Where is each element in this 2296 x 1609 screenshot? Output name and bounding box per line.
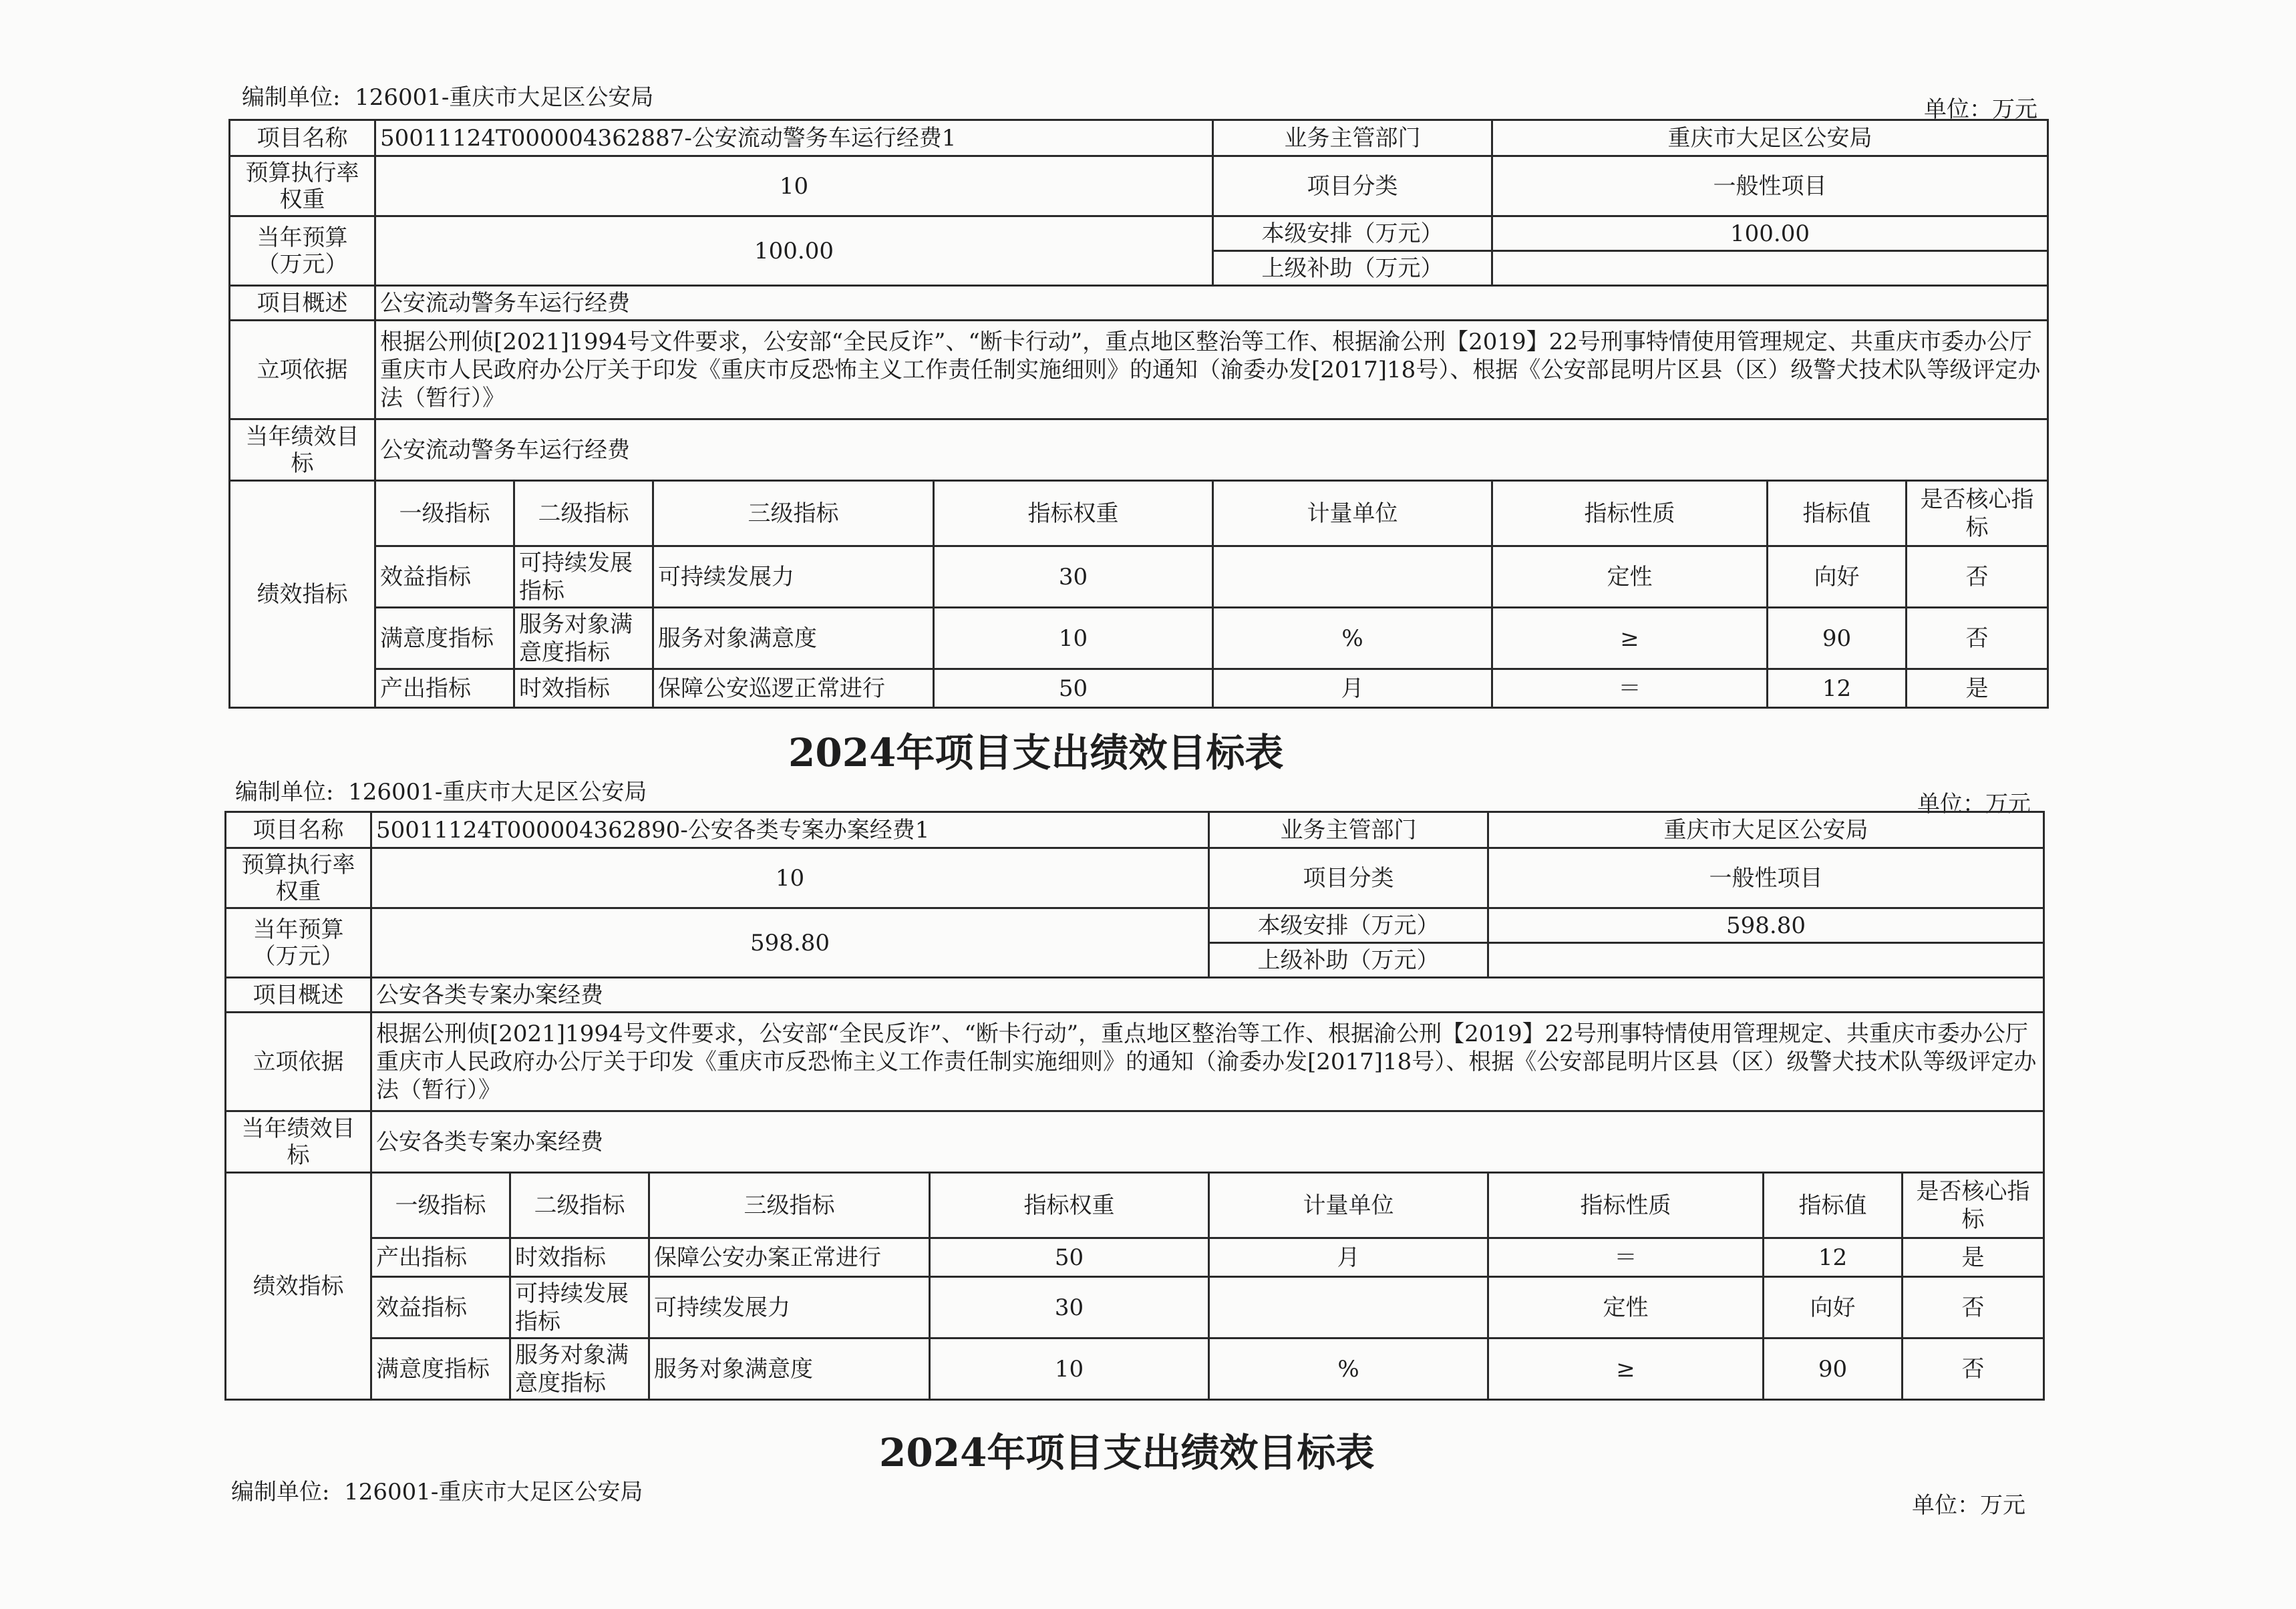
- table-row: [230, 546, 2048, 608]
- goal-label: 当年绩效目标: [226, 1111, 371, 1173]
- indicator-nature: ＝: [1488, 1238, 1764, 1277]
- category-label: 项目分类: [1209, 848, 1488, 908]
- upper-value: [1492, 251, 2048, 286]
- header-l2: 二级指标: [514, 481, 653, 546]
- category-value: 一般性项目: [1492, 156, 2048, 216]
- indicator-unit: [1213, 546, 1492, 608]
- indicator-l2: 服务对象满意度指标: [510, 1338, 649, 1400]
- local-value: 100.00: [1492, 216, 2048, 251]
- unit-label-3: 单位：万元: [1912, 1492, 2025, 1519]
- perf-label: 绩效指标: [226, 1173, 371, 1400]
- page-title-1: 2024年项目支出绩效目标表: [788, 730, 1284, 775]
- indicator-weight: 50: [934, 669, 1213, 708]
- header-weight: 指标权重: [930, 1173, 1209, 1238]
- basis-value: 根据公刑侦[2021]1994号文件要求，公安部“全民反诈”、“断卡行动”，重点地区整治等工作、根据渝公刑【2019】22号刑事特情使用管理规定、共重庆市委办公厅重庆市人民政府办公厅关于印发《重庆市反恐怖主义工作责任制实施细则》的通知（渝委办发[2017]18号）、根据《公安部昆明片区县（区）级警犬技术队等级评定办法（暂行）》: [371, 1013, 2044, 1111]
- unit-label-2: 单位：万元: [1917, 791, 2031, 818]
- summary-value: 公安流动警务车运行经费: [375, 286, 2048, 321]
- budget-value: 100.00: [375, 216, 1213, 286]
- summary-value: 公安各类专案办案经费: [371, 978, 2044, 1013]
- category-value: 一般性项目: [1488, 848, 2044, 908]
- upper-label: 上级补助（万元）: [1209, 943, 1488, 978]
- indicator-unit: %: [1209, 1338, 1488, 1400]
- indicator-l3: 保障公安办案正常进行: [649, 1238, 930, 1277]
- indicator-l2: 服务对象满意度指标: [514, 608, 653, 669]
- summary-label: 项目概述: [230, 286, 375, 321]
- indicator-value: 90: [1764, 1338, 1903, 1400]
- indicator-l2: 可持续发展指标: [510, 1277, 649, 1338]
- indicator-unit: %: [1213, 608, 1492, 669]
- indicator-l1: 效益指标: [371, 1277, 510, 1338]
- indicator-nature: ≥: [1492, 608, 1768, 669]
- header-unit: 计量单位: [1209, 1173, 1488, 1238]
- header-l2: 二级指标: [510, 1173, 649, 1238]
- local-label: 本级安排（万元）: [1209, 908, 1488, 943]
- table-row: [226, 1238, 2044, 1277]
- indicator-value: 向好: [1768, 546, 1907, 608]
- indicator-weight: 30: [934, 546, 1213, 608]
- indicator-unit: [1209, 1277, 1488, 1338]
- indicator-unit: 月: [1209, 1238, 1488, 1277]
- indicator-weight: 10: [930, 1338, 1209, 1400]
- indicator-core: 是: [1903, 1238, 2044, 1277]
- dept-label: 业务主管部门: [1213, 120, 1492, 156]
- header-core: 是否核心指标: [1903, 1173, 2044, 1238]
- org-prefix: 编制单位:: [242, 84, 341, 111]
- budget-value: 598.80: [371, 908, 1209, 978]
- upper-value: [1488, 943, 2044, 978]
- header-l1: 一级指标: [375, 481, 514, 546]
- dept-value: 重庆市大足区公安局: [1488, 812, 2044, 848]
- indicator-value: 12: [1768, 669, 1907, 708]
- header-l1: 一级指标: [371, 1173, 510, 1238]
- table-row: [226, 1338, 2044, 1400]
- org-value: 126001-重庆市大足区公安局: [344, 1479, 643, 1505]
- header-unit: 计量单位: [1213, 481, 1492, 546]
- indicator-l3: 服务对象满意度: [653, 608, 934, 669]
- indicator-core: 否: [1907, 608, 2048, 669]
- project-name-value: 50011124T000004362887-公安流动警务车运行经费1: [375, 120, 1213, 156]
- budget-label: 当年预算（万元）: [230, 216, 375, 286]
- org-line-1: [242, 79, 653, 112]
- summary-label: 项目概述: [226, 978, 371, 1013]
- exec-weight-value: 10: [375, 156, 1213, 216]
- budget-label: 当年预算（万元）: [226, 908, 371, 978]
- header-l3: 三级指标: [649, 1173, 930, 1238]
- upper-label: 上级补助（万元）: [1213, 251, 1492, 286]
- org-line-3: [231, 1473, 643, 1506]
- indicator-nature: ＝: [1492, 669, 1768, 708]
- indicator-core: 是: [1907, 669, 2048, 708]
- header-value: 指标值: [1764, 1173, 1903, 1238]
- indicator-l3: 可持续发展力: [653, 546, 934, 608]
- perf-label: 绩效指标: [230, 481, 375, 708]
- indicator-l1: 满意度指标: [375, 608, 514, 669]
- basis-value: 根据公刑侦[2021]1994号文件要求，公安部“全民反诈”、“断卡行动”，重点地区整治等工作、根据渝公刑【2019】22号刑事特情使用管理规定、共重庆市委办公厅重庆市人民政府办公厅关于印发《重庆市反恐怖主义工作责任制实施细则》的通知（渝委办发[2017]18号）、根据《公安部昆明片区县（区）级警犬技术队等级评定办法（暂行）》: [375, 321, 2048, 419]
- unit-label-1: 单位：万元: [1924, 96, 2037, 123]
- exec-weight-value: 10: [371, 848, 1209, 908]
- header-l3: 三级指标: [653, 481, 934, 546]
- indicator-value: 向好: [1764, 1277, 1903, 1338]
- project-name-label: 项目名称: [230, 120, 375, 156]
- indicator-nature: ≥: [1488, 1338, 1764, 1400]
- org-line-2: [235, 773, 647, 806]
- basis-label: 立项依据: [226, 1013, 371, 1111]
- project-name-label: 项目名称: [226, 812, 371, 848]
- indicator-core: 否: [1907, 546, 2048, 608]
- header-nature: 指标性质: [1488, 1173, 1764, 1238]
- indicator-core: 否: [1903, 1277, 2044, 1338]
- indicator-l2: 可持续发展指标: [514, 546, 653, 608]
- header-weight: 指标权重: [934, 481, 1213, 546]
- header-nature: 指标性质: [1492, 481, 1768, 546]
- local-value: 598.80: [1488, 908, 2044, 943]
- org-value: 126001-重庆市大足区公安局: [348, 779, 647, 806]
- local-label: 本级安排（万元）: [1213, 216, 1492, 251]
- goal-label: 当年绩效目标: [230, 419, 375, 481]
- indicator-weight: 50: [930, 1238, 1209, 1277]
- exec-weight-label: 预算执行率权重: [226, 848, 371, 908]
- indicator-l1: 满意度指标: [371, 1338, 510, 1400]
- indicator-value: 12: [1764, 1238, 1903, 1277]
- indicator-l3: 可持续发展力: [649, 1277, 930, 1338]
- indicator-l3: 服务对象满意度: [649, 1338, 930, 1400]
- table-row: [230, 608, 2048, 669]
- indicator-l2: 时效指标: [510, 1238, 649, 1277]
- performance-table-2: [224, 811, 2045, 1401]
- category-label: 项目分类: [1213, 156, 1492, 216]
- header-core: 是否核心指标: [1907, 481, 2048, 546]
- indicator-core: 否: [1903, 1338, 2044, 1400]
- basis-label: 立项依据: [230, 321, 375, 419]
- project-name-value: 50011124T000004362890-公安各类专案办案经费1: [371, 812, 1209, 848]
- exec-weight-label: 预算执行率权重: [230, 156, 375, 216]
- indicator-nature: 定性: [1488, 1277, 1764, 1338]
- dept-value: 重庆市大足区公安局: [1492, 120, 2048, 156]
- table-row: [230, 669, 2048, 708]
- indicator-weight: 30: [930, 1277, 1209, 1338]
- goal-value: 公安各类专案办案经费: [371, 1111, 2044, 1173]
- org-prefix: 编制单位:: [235, 779, 334, 806]
- indicator-l1: 产出指标: [371, 1238, 510, 1277]
- indicator-l2: 时效指标: [514, 669, 653, 708]
- performance-table-1: [228, 119, 2049, 709]
- indicator-l1: 效益指标: [375, 546, 514, 608]
- table-row: [226, 1277, 2044, 1338]
- page-title-2: 2024年项目支出绩效目标表: [879, 1430, 1375, 1475]
- header-value: 指标值: [1768, 481, 1907, 546]
- org-prefix: 编制单位:: [231, 1479, 330, 1505]
- indicator-weight: 10: [934, 608, 1213, 669]
- org-value: 126001-重庆市大足区公安局: [355, 84, 654, 111]
- goal-value: 公安流动警务车运行经费: [375, 419, 2048, 481]
- dept-label: 业务主管部门: [1209, 812, 1488, 848]
- indicator-l3: 保障公安巡逻正常进行: [653, 669, 934, 708]
- indicator-l1: 产出指标: [375, 669, 514, 708]
- indicator-value: 90: [1768, 608, 1907, 669]
- indicator-unit: 月: [1213, 669, 1492, 708]
- indicator-nature: 定性: [1492, 546, 1768, 608]
